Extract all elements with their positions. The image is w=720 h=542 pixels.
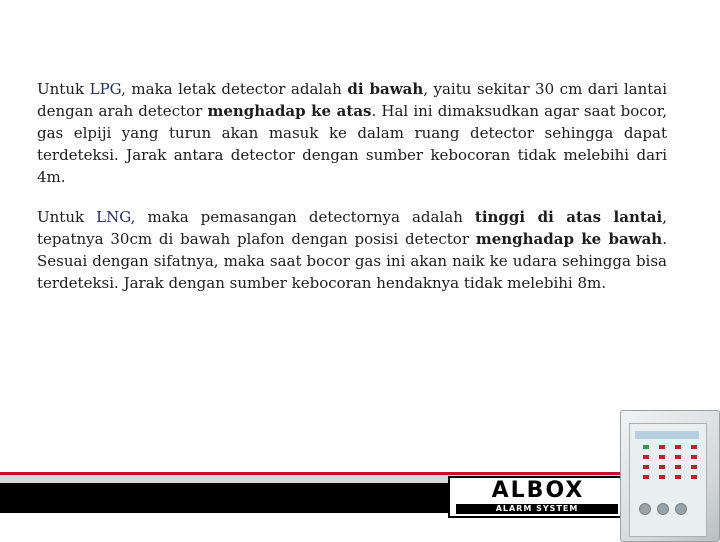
slide-content	[37, 78, 667, 312]
led-icon	[659, 455, 665, 459]
alarm-panel-image	[620, 410, 720, 542]
led-column	[643, 445, 649, 485]
logo-tagline: ALARM SYSTEM	[456, 504, 618, 514]
led-column	[691, 445, 697, 485]
led-icon	[691, 465, 697, 469]
led-icon	[691, 445, 697, 449]
led-icon	[691, 455, 697, 459]
led-icon	[643, 465, 649, 469]
led-icon	[643, 445, 649, 449]
led-icon	[659, 465, 665, 469]
emphasis-di-bawah: di bawah	[347, 80, 424, 98]
led-icon	[691, 475, 697, 479]
button-icon	[639, 503, 651, 515]
led-icon	[675, 475, 681, 479]
text-segment: Untuk	[37, 80, 90, 98]
text-segment: , tepatnya 30cm di bawah plafon dengan posisi detector	[37, 208, 667, 248]
led-icon	[659, 475, 665, 479]
paragraph-lpg	[37, 78, 667, 188]
text-segment: . Sesuai dengan sifatnya, maka saat bocor gas ini akan naik ke udara sehingga bisa terdeteksi. Jarak dengan sumber kebocoran hendaknya tidak melebihi 8m.	[37, 230, 667, 292]
text-segment: , maka letak detector adalah	[121, 80, 348, 98]
led-icon	[643, 475, 649, 479]
led-icon	[643, 455, 649, 459]
emphasis-menghadap-ke-bawah: menghadap ke bawah	[475, 230, 663, 248]
term-lpg: LPG	[89, 80, 122, 98]
led-icon	[659, 445, 665, 449]
led-column	[659, 445, 665, 485]
term-lng: LNG	[96, 208, 131, 226]
emphasis-tinggi-di-atas-lantai: tinggi di atas lantai	[474, 208, 663, 226]
text-segment: , yaitu sekitar 30 cm dari lantai dengan arah detector	[37, 80, 668, 120]
logo-wordmark: ALBOX	[491, 478, 585, 503]
button-icon	[675, 503, 687, 515]
panel-buttons	[639, 503, 695, 519]
button-icon	[657, 503, 669, 515]
led-icon	[675, 445, 681, 449]
paragraph-lng	[37, 206, 667, 294]
text-segment: , maka pemasangan detectornya adalah	[130, 208, 475, 226]
emphasis-menghadap-ke-atas: menghadap ke atas	[207, 102, 372, 120]
led-column	[675, 445, 681, 485]
albox-logo	[448, 476, 627, 518]
text-segment: . Hal ini dimaksudkan agar saat bocor, gas elpiji yang turun akan masuk ke dalam ruang detector sehingga dapat terdeteksi. Jarak antara detector dengan sumber kebocoran tidak melebihi dari 4m.	[37, 102, 667, 186]
panel-display-strip	[635, 431, 699, 439]
text-segment: Untuk	[37, 208, 97, 226]
led-icon	[675, 465, 681, 469]
led-icon	[675, 455, 681, 459]
